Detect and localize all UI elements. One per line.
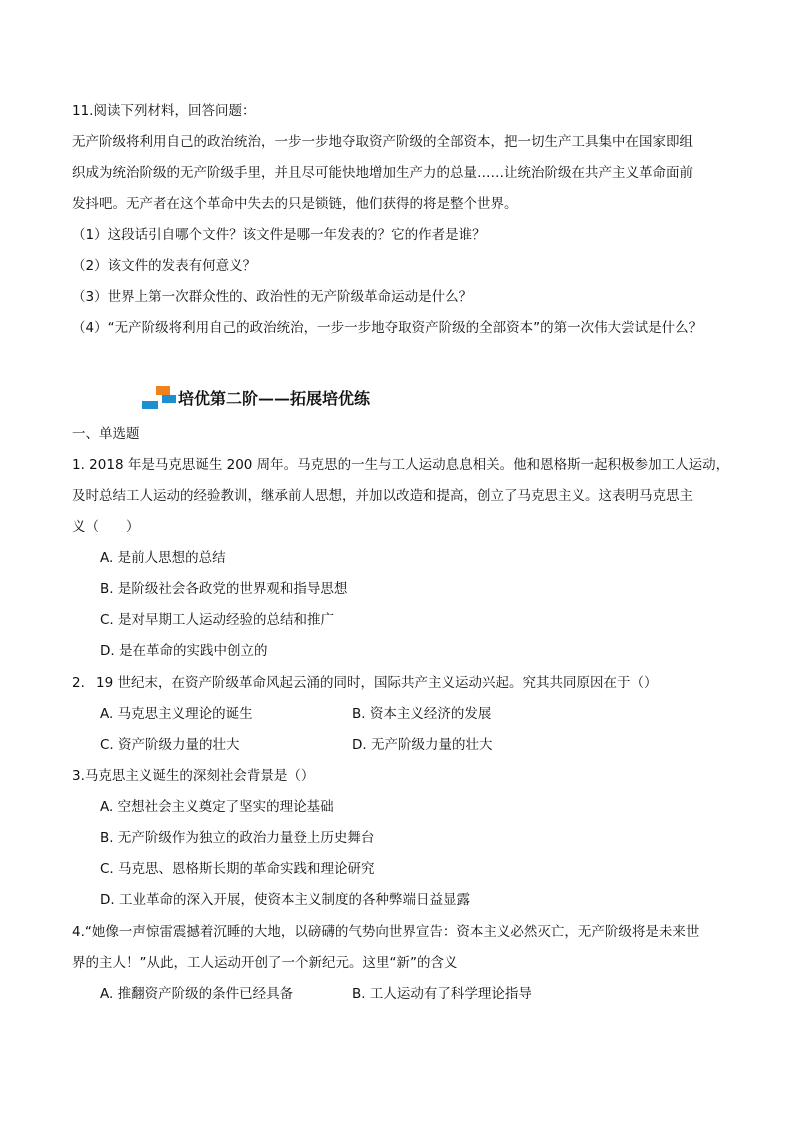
q11-material-line: 无产阶级将利用自己的政治统治，一步一步地夺取资产阶级的全部资本，把一切生产工具集中在国家即组: [72, 134, 693, 150]
q11-subquestion-1: （1）这段话引自哪个文件？该文件是哪一年发表的？它的作者是谁？: [72, 227, 486, 243]
q11-material-line: 织成为统治阶级的无产阶级手里，并且尽可能快地增加生产力的总量……让统治阶级在共产主义革命面前: [72, 165, 693, 181]
q1-option-c: C. 是对早期工人运动经验的总结和推广: [100, 612, 335, 628]
q2-option-a: A. 马克思主义理论的诞生: [100, 706, 253, 722]
q11-subquestion-2: （2）该文件的发表有何意义？: [72, 258, 257, 274]
q3-stem: 3.马克思主义诞生的深刻社会背景是（）: [72, 768, 315, 784]
section-subhead: 一、单选题: [72, 426, 140, 442]
q1-option-a: A. 是前人思想的总结: [100, 550, 226, 566]
q4-stem-line: 4.“她像一声惊雷震撼着沉睡的大地，以磅礴的气势向世界宣告：资本主义必然灭亡，无产阶级将是未来世: [72, 924, 700, 940]
q1-stem-line: 1. 2018 年是马克思诞生 200 周年。马克思的一生与工人运动息息相关。他和恩格斯一起积极参加工人运动，: [72, 457, 730, 473]
q3-option-d: D. 工业革命的深入开展，使资本主义制度的各种弊端日益显露: [100, 892, 470, 908]
q3-option-c: C. 马克思、恩格斯长期的革命实践和理论研究: [100, 861, 375, 877]
q3-option-b: B. 无产阶级作为独立的政治力量登上历史舞台: [100, 830, 375, 846]
q4-option-b: B. 工人运动有了科学理论指导: [352, 986, 532, 1002]
q1-option-b: B. 是阶级社会各政党的世界观和指导思想: [100, 581, 348, 597]
q2-option-d: D. 无产阶级力量的壮大: [352, 737, 493, 753]
q1-stem-line: 及时总结工人运动的经验教训，继承前人思想，并加以改造和提高，创立了马克思主义。这表明马克思主: [72, 488, 693, 504]
q2-number: 2.: [72, 675, 85, 691]
q2-option-c: C. 资产阶级力量的壮大: [100, 737, 240, 753]
q11-subquestion-4: （4）“无产阶级将利用自己的政治统治，一步一步地夺取资产阶级的全部资本”的第一次伟大尝试是什么？: [72, 320, 703, 336]
q2-option-b: B. 资本主义经济的发展: [352, 706, 492, 722]
q1-option-d: D. 是在革命的实践中创立的: [100, 643, 268, 659]
q11-header: 11.阅读下列材料，回答问题：: [72, 103, 256, 119]
q11-subquestion-3: （3）世界上第一次群众性的、政治性的无产阶级革命运动是什么？: [72, 289, 473, 305]
section-heading: [142, 382, 370, 412]
q1-stem-line: 义（ ）: [72, 519, 140, 535]
q4-option-a: A. 推翻资产阶级的条件已经具备: [100, 986, 294, 1002]
q11-material-line: 发抖吧。无产者在这个革命中失去的只是锁链，他们获得的将是整个世界。: [72, 196, 518, 212]
q3-option-a: A. 空想社会主义奠定了坚实的理论基础: [100, 799, 334, 815]
blocks-icon: [142, 384, 176, 410]
q4-stem-line: 界的主人！”从此，工人运动开创了一个新纪元。这里“新”的含义: [72, 955, 458, 971]
section-title: 培优第二阶——拓展培优练: [178, 388, 371, 408]
q2-stem: 19 世纪末，在资产阶级革命风起云涌的同时，国际共产主义运动兴起。究其共同原因在于（）: [96, 675, 658, 691]
